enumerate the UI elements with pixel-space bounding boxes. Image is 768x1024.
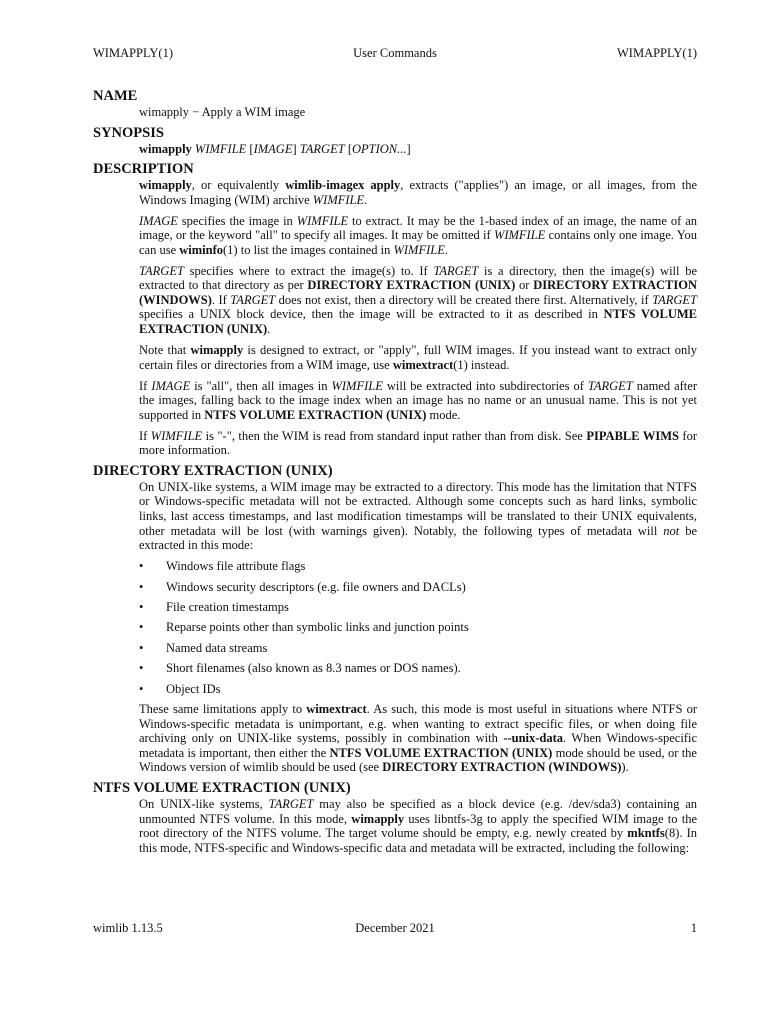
section-synopsis [93, 125, 697, 157]
page-number: 1 [690, 921, 697, 935]
section-heading: NAME [93, 88, 138, 104]
header-center: User Commands [353, 46, 437, 60]
arg-option: OPTION... [351, 141, 407, 156]
bullet: • [139, 579, 144, 594]
command-name: wimapply [139, 141, 192, 156]
list-item: • Short filenames (also known as 8.3 names or DOS names). [139, 661, 461, 676]
section-description [93, 161, 697, 458]
list-item: • File creation timestamps [139, 600, 289, 614]
footer-left: wimlib 1.13.5 [93, 921, 163, 935]
description-paragraph: TARGET specifies where to extract the image(s) to. If TARGET is a directory, then the image(s) will be extracted to that directory as per DIRECTORY EXTRACTION (UNIX) or DIRECTORY EXTRACTION (WINDOWS). If TARGET does not exist, then a directory will be created there first. Alternatively, if TARGET specifies a UNIX block device, then the image will be extracted to it as described in NTFS VOLUME EXTRACTION (UNIX). [139, 263, 698, 337]
list-item: • Reparse points other than symbolic links and junction points [139, 620, 469, 635]
list-item: • Object IDs [139, 681, 221, 696]
section-paragraph: These same limitations apply to wimextract. As such, this mode is most useful in situations where NTFS or Windows-specific metadata is unimportant, e.g. when wanting to extract specific files, or when doing file archiving only on UNIX-like systems, possibly in combination with --unix-data. When Windows-specific metadata is important, then either the NTFS VOLUME EXTRACTION (UNIX) mode should be used, or the Windows version of wimlib should be used (see DIRECTORY EXTRACTION (WINDOWS)). [139, 702, 697, 775]
section-heading: SYNOPSIS [93, 124, 164, 141]
section-heading: NTFS VOLUME EXTRACTION (UNIX) [93, 780, 351, 797]
bracket: ] [406, 141, 411, 156]
metadata-list [139, 559, 697, 696]
bullet: • [139, 661, 144, 676]
header-left: WIMAPPLY(1) [93, 46, 173, 60]
bracket: ] [292, 141, 297, 156]
arg-image: IMAGE [253, 141, 293, 156]
list-item: • Windows security descriptors (e.g. file owners and DACLs) [139, 579, 466, 594]
footer-center: December 2021 [355, 921, 435, 935]
description-paragraph: If IMAGE is "all", then all images in WIMFILE will be extracted into subdirectories of TARGET named after the images, falling back to the image index when an image has no name or an unusual name. This is not yet supported in NTFS VOLUME EXTRACTION (UNIX) mode. [139, 378, 697, 422]
description-paragraph: Note that wimapply is designed to extract, or "apply", full WIM images. If you instead want to extract only certain files or directories from a WIM image, use wimextract(1) instead. [139, 343, 697, 372]
synopsis-line [139, 142, 697, 157]
description-paragraph: IMAGE specifies the image in WIMFILE to extract. It may be the 1-based index of an image, the name of an image, or the keyword "all" to specify all images. It may be omitted if WIMFILE contains only one image. You can use wiminfo(1) to list the images contained in WIMFILE. [139, 213, 697, 257]
bullet: • [139, 620, 144, 635]
man-page-content [93, 88, 697, 860]
header-right: WIMAPPLY(1) [617, 46, 697, 60]
section-heading: DESCRIPTION [93, 161, 194, 178]
section-paragraph: On UNIX-like systems, TARGET may also be specified as a block device (e.g. /dev/sda3) containing an unmounted NTFS volume. In this mode, wimapply uses libntfs-3g to apply the specified WIM image to the root directory of the NTFS volume. The target volume should be empty, e.g. newly created by mkntfs(8). In this mode, NTFS-specific and Windows-specific data and metadata will be extracted, including the following: [139, 797, 698, 855]
bracket: [ [347, 141, 352, 156]
bullet: • [139, 559, 144, 574]
bullet: • [139, 600, 144, 614]
section-directory-extraction-unix [93, 463, 697, 775]
bullet: • [139, 640, 144, 655]
section-ntfs-volume-extraction-unix [93, 780, 697, 855]
section-heading: DIRECTORY EXTRACTION (UNIX) [93, 462, 333, 479]
list-item: • Named data streams [139, 640, 268, 655]
list-item: • Windows file attribute flags [139, 559, 306, 574]
section-paragraph: On UNIX-like systems, a WIM image may be extracted to a directory. This mode has the limitation that NTFS or Windows-specific metadata will not be extracted. Although some concepts such as hard links, symbolic links, last access timestamps, and last modification timestamps will be translated to their UNIX equivalents, other metadata will be lost (with warnings given). Notably, the following types of metadata will not be extracted in this mode: [139, 479, 697, 553]
bullet: • [139, 681, 144, 696]
section-name [93, 88, 697, 120]
arg-target: TARGET [299, 141, 345, 156]
name-text: wimapply − Apply a WIM image [139, 105, 306, 119]
description-paragraph: If WIMFILE is "-", then the WIM is read from standard input rather than from disk. See PIPABLE WIMS for more information. [139, 428, 697, 458]
page-header [93, 46, 697, 62]
bracket: [ [249, 141, 254, 156]
page-footer [93, 921, 697, 937]
description-paragraph: wimapply, or equivalently wimlib-imagex apply, extracts ("applies") an image, or all images, from the Windows Imaging (WIM) archive WIMFILE. [139, 178, 697, 207]
arg-wimfile: WIMFILE [194, 141, 247, 156]
